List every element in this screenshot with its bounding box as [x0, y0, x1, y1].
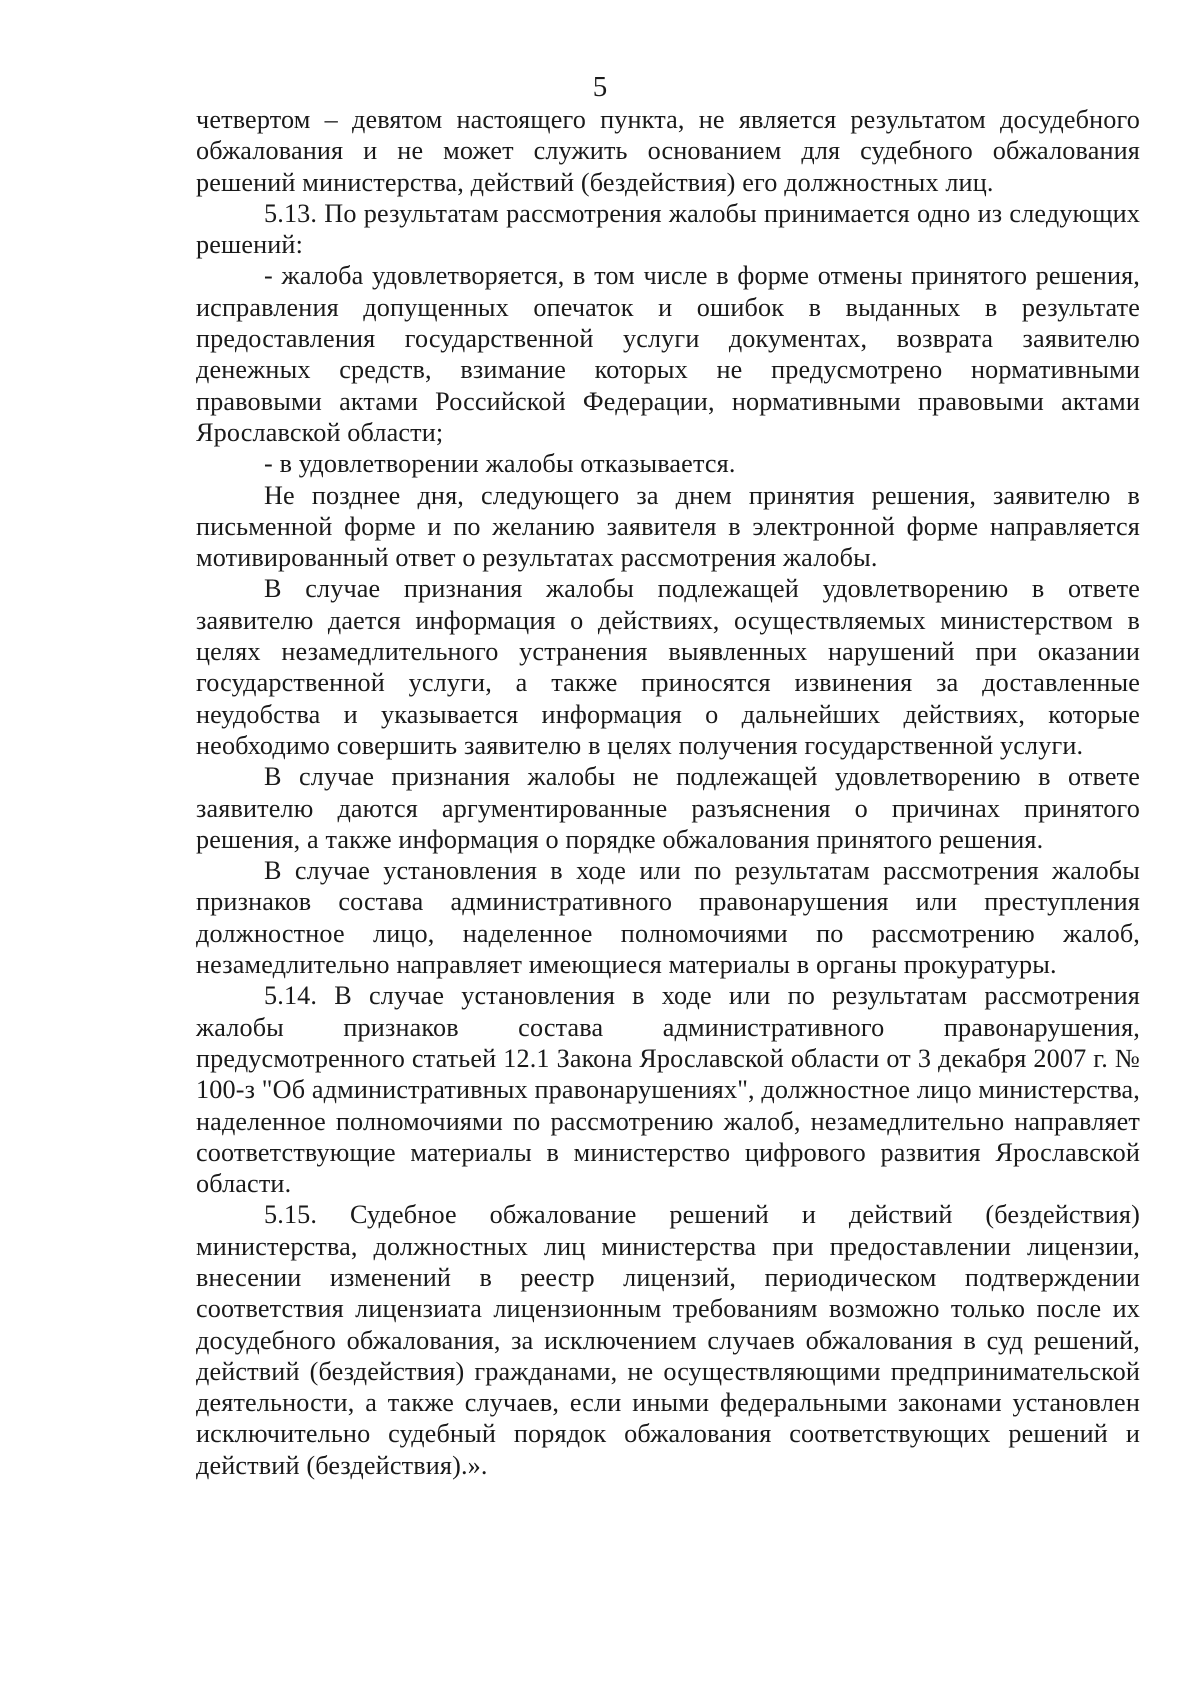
paragraph-response-deadline: Не позднее дня, следующего за днем принятия решения, заявителю в письменной форме и по желанию заявителя в электронной форме направляется мотивированный ответ о результатах рассмотрения жалобы. [196, 480, 1140, 573]
paragraph-5-13: 5.13. По результатам рассмотрения жалобы принимается одно из следующих решений: [196, 198, 1140, 260]
paragraph-complaint-rejected: - в удовлетворении жалобы отказывается. [264, 449, 736, 479]
paragraph-unsatisfied-response: В случае признания жалобы не подлежащей удовлетворению в ответе заявителю даются аргументированные разъяснения о причинах принятого решения, а также информация о порядке обжалования принятого решения. [196, 762, 1140, 854]
paragraph-prosecution-referral: В случае установления в ходе или по результатам рассмотрения жалобы признаков состава административного правонарушения или преступления должностное лицо, наделенное полномочиями по рассмотрению жалоб, незамедлительно направляет имеющиеся материалы в органы прокуратуры. [196, 856, 1140, 980]
paragraph-satisfied-response: В случае признания жалобы подлежащей удовлетворению в ответе заявителю дается информация о действиях, осуществляемых министерством в целях незамедлительного устранения выявленных нарушений при оказании государственной услуги, а также приносятся извинения за доставленные неудобства и указывается информация о дальнейших действиях, которые необходимо совершить заявителю в целях получения государственной услуги. [196, 574, 1140, 760]
document-body [196, 104, 1140, 1481]
page-number: 5 [592, 71, 608, 103]
paragraph-5-15: 5.15. Судебное обжалование решений и действий (бездействия) министерства, должностных лиц министерства при предоставлении лицензии, внесении изменений в реестр лицензий, периодическом подтверждении соответствия лицензиата лицензионным требованиям возможно только после их досудебного обжалования, за исключением случаев обжалования в суд решений, действий (бездействия) гражданами, не осуществляющими предпринимательской деятельности, а также случаев, если иными федеральными законами установлен исключительно судебный порядок обжалования соответствующих решений и действий (бездействия).». [196, 1200, 1140, 1480]
paragraph-complaint-satisfied: - жалоба удовлетворяется, в том числе в форме отмены принятого решения, исправления допущенных опечаток и ошибок в выданных в результате предоставления государственной услуги документах, возврата заявителю денежных средств, взимание которых не предусмотрено нормативными правовыми актами Российской Федерации, нормативными правовыми актами Ярославской области; [196, 261, 1140, 447]
paragraph-5-14: 5.14. В случае установления в ходе или по результатам рассмотрения жалобы признаков состава административного правонарушения, предусмотренного статьей 12.1 Закона Ярославской области от 3 декабря 2007 г. № 100-з "Об административных правонарушениях", должностное лицо министерства, наделенное полномочиями по рассмотрению жалоб, незамедлительно направляет соответствующие материалы в министерство цифрового развития Ярославской области. [196, 981, 1140, 1199]
paragraph-continuation: четвертом – девятом настоящего пункта, не является результатом досудебного обжалования и не может служить основанием для судебного обжалования решений министерства, действий (бездействия) его должностных лиц. [196, 105, 1140, 197]
